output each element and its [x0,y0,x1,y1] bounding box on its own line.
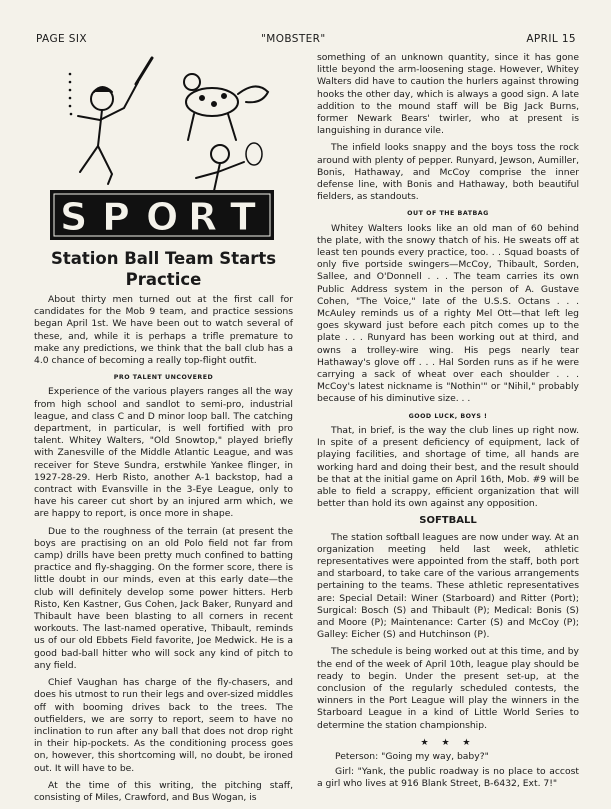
dialog-line: Girl: "Yank, the public roadway is no place to accost a girl who lives at 916 Blank Street, B-6432, Ext. 7!" [317,766,579,790]
banner-letter-s: S [60,195,88,239]
paragraph: Experience of the various players ranges all the way from high school and sandlot to semi-pro, industrial league, and class C and D minor loop ball. The catching department, in particular, is well fortified with pro talent. Whitey Walters, "Old Snowtop," played briefly with Zanesville of the Middle Atlantic League, and was receiver for Steve Sundra, erstwhile Yankee flinger, in 1927-28-29. Herb Risto, another A-1 backstop, had a contract with Evansville in the 3-Eye League, only to have his career cut short by an injured arm which, we are happy to report, is once more in shape. [34,386,293,520]
dialog-line: Peterson: "Going my way, baby?" [335,750,489,762]
paragraph: Whitey Walters looks like an old man of 60 behind the plate, with the snowy thatch of his. He sweats off at least ten pounds every practice, too. . . Squad boasts of only five portside swingers—McCoy, Thibault, Sorden, Sallee, and O'Donnell . . . The team carries its own Public Address system in the person of A. Gustave Cohen, "The Voice," late of the U.S.S. Octans . . . McAuley reminds us of a righty Mel Ott—that left leg goes skyward just before each pitch comes up to the plate . . . Runyard has been working out at third, and owns a trolley-wire wing. His pegs nearly tear Hathaway's glove off . . . Hal Sorden runs as if he were carrying a sack of wheat over each shoulder . . . McCoy's latest nickname is "Nothin'" or "Nihil," probably because of his diminutive size. . . [317,222,579,405]
banner-letter-o: O [146,195,179,239]
publication-title: "MOBSTER" [261,33,326,45]
subheading: PRO TALENT UNCOVERED [113,374,214,382]
horse-rider-figure-icon [184,74,268,140]
paragraph: About thirty men turned out at the first call for candidates for the Mob 9 team, and practice sessions began April 1st. We have been out to watch several of these, and, while it is perhaps a trifle premature to make any predictions, we think that the ball club has a 4.0 chance of becoming a really top-flight outfit. [34,294,293,367]
banner-letter-p: P [102,195,130,239]
page-number: PAGE SIX [36,33,87,45]
banner-letter-r: R [188,195,218,239]
page-header [36,33,576,47]
left-column [34,54,293,809]
subheading: GOOD LUCK, BOYS ! [408,412,488,420]
batter-figure-icon [78,58,152,184]
ball-trajectory [69,73,73,116]
paragraph: The schedule is being worked out at this time, and by the end of the week of April 10th, league play should be ready to begin. Under the present set-up, at the conclusion of the regularly scheduled contests, the winners in the Port League will play the winners in the Starboard League in a kind of Little World Series to determine the station championship. [317,646,579,731]
article-headline: Station Ball Team Starts Practice [50,249,277,289]
sport-banner [50,190,274,240]
subheading: OUT OF THE BATBAG [407,210,489,218]
banner-letter-t: T [230,195,256,239]
paragraph: The infield looks snappy and the boys toss the rock around with plenty of pepper. Runyard, Jewson, Aumiller, Bonis, Hathaway, and McCoy comprise the inner defense line, with Bonis and Hathaway, both beautiful fielders, as standouts. [317,142,579,203]
right-column [317,52,579,794]
separator-stars: ★ ★ ★ [420,737,476,748]
paragraph: Due to the roughness of the terrain (at present the boys are practising on an old Polo field not far from camp) drills have been pretty much confined to batting practice and fly-shagging. On the former score, there is little doubt in our minds, even at this early date—the club will definitely develop some power hitters. Herb Risto, Ken Kastner, Gus Cohen, Jack Baker, Runyard and Thibault have been blasting to all corners in recent workouts. The last-named operative, Thibault, reminds us of our old Ebbets Field favorite, Joe Medwick. He is a good bad-ball hitter who will sock any kind of pitch to any field. [34,525,293,671]
paragraph: That, in brief, is the way the club lines up right now. In spite of a present deficiency of equipment, lack of playing facilities, and shortage of time, all hands are working hard and doing their best, and the result should be that at the initial game on April 16th, Mob. #9 will be able to field a scrappy, efficient organization that will better than hold its own against any opposition. [317,424,579,510]
paragraph: The station softball leagues are now under way. At an organization meeting held last week, athletic representatives were appointed from the staff, both port and starboard, to take care of the various arrangements pertaining to the teams. These athletic representatives are: Special Detail: Winer (Starboard) and Ritter (Port); Surgical: Bosch (S) and Thibault (P); Medical: Bonis (S) and Moore (P); Maintenance: Carter (S) and McCoy (P); Galley: Eicher (S) and Hutchinson (P). [317,531,579,641]
paragraph: At the time of this writing, the pitching staff, consisting of Miles, Crawford, and Bus Wogan, is [34,779,293,803]
issue-date: APRIL 15 [526,33,576,45]
section-heading: SOFTBALL [419,515,477,527]
sport-illustration [42,54,282,246]
paragraph: something of an unknown quantity, since it has gone little beyond the arm-loosening stage. However, Whitey Walters did have to caution the hurlers against throwing hooks the other day, which is always a good sign. A late addition to the mound staff will be Big Jack Burns, former Newark Bears' twirler, who at present is languishing in durance vile. [317,52,579,137]
paragraph: Chief Vaughan has charge of the fly-chasers, and does his utmost to run their legs and over-sized middles off with booming drives back to the trees. The outfielders, we are sorry to report, seem to have no inclination to run after any ball that does not drop right in their hip-pockets. As the conditioning process goes on, however, this shortcoming will, no doubt, be ironed out. It will have to be. [34,677,293,774]
